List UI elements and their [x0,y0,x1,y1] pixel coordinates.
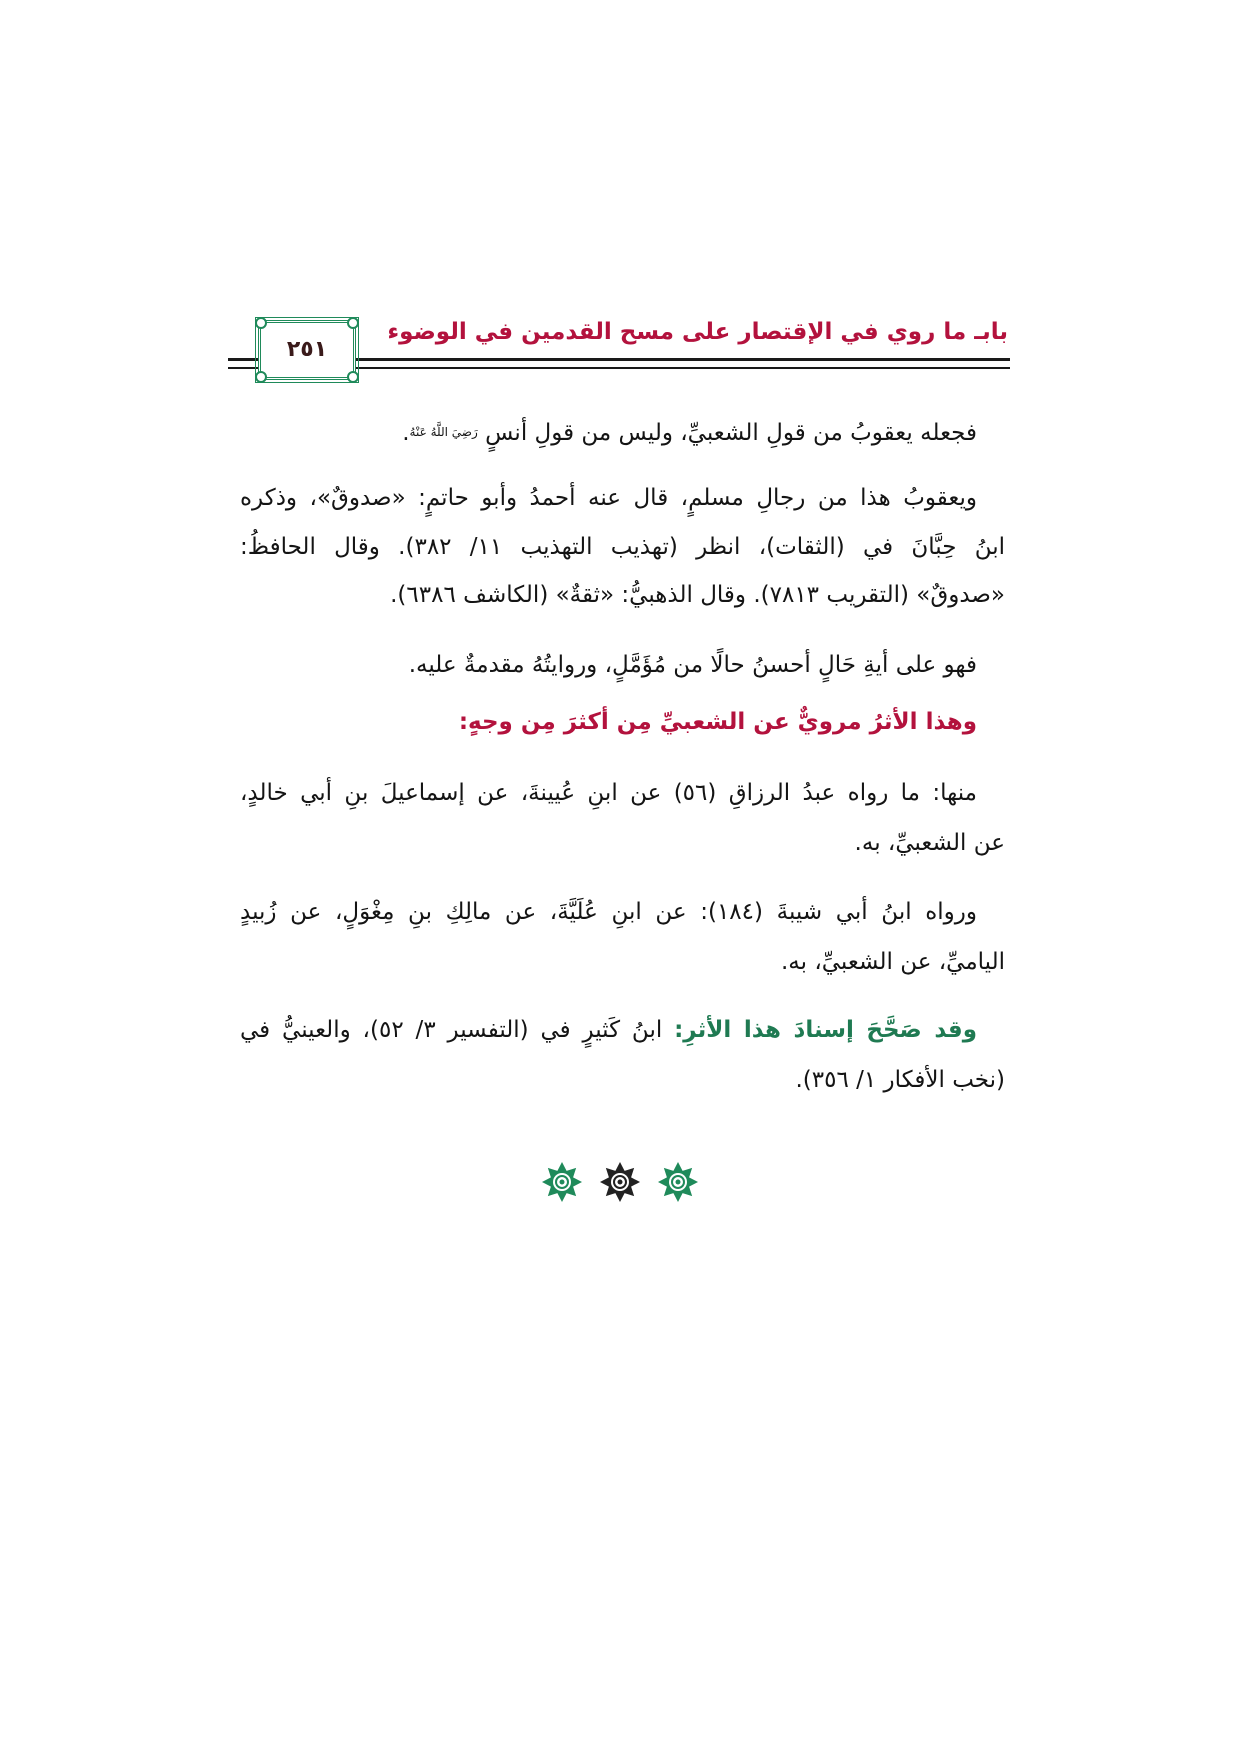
page-number-frame [258,320,356,380]
body-line-3: ابنُ حِبَّانَ في (الثقات)، انظر (تهذيب التهذيب ١١/ ٣٨٢). وقال الحافظُ: [240,534,1005,560]
body-line-1 [240,410,1005,454]
closing-ornament [530,1160,710,1206]
running-header-title: بابـ ما روي في الإقتصار على مسح القدمين في الوضوء [387,319,1008,345]
body-line-5: فهو على أيةِ حَالٍ أحسنُ حالًا من مُؤَمَّلٍ، وروايتُهُ مقدمةٌ عليه. [408,652,977,678]
body-line-10: الياميِّ، عن الشعبيِّ، به. [780,949,1005,975]
body-line-4: «صدوقٌ» (التقريب ٧٨١٣). وقال الذهبيُّ: «ثقةٌ» (الكاشف ٦٣٨٦). [390,582,1005,608]
section-heading: وهذا الأثرُ مرويٌّ عن الشعبيِّ مِن أكثرَ مِن وجهٍ: [458,709,977,735]
body-line-11-text: ابنُ كَثيرٍ في (التفسير ٣/ ٥٢)، والعينيُّ في [240,1017,675,1043]
body-line-12: (نخب الأفكار ١/ ٣٥٦). [795,1067,1005,1093]
authentication-lead: وقد صَحَّحَ إسنادَ هذا الأثرِ: [674,1017,977,1043]
body-line-2: ويعقوبُ هذا من رجالِ مسلمٍ، قال عنه أحمدُ وأبو حاتمٍ: «صدوقٌ»، وذكره [240,485,977,511]
body-line-1-end: . [402,420,410,446]
body-line-7: منها: ما رواه عبدُ الرزاقِ (٥٦) عن ابنِ عُيينةَ، عن إسماعيلَ بنِ أبي خالدٍ، [240,780,977,806]
body-line-11 [240,1008,1005,1052]
honorific-ligature: رَضِيَ اللَّهُ عَنْهُ [409,425,478,439]
star-flower-icon [598,1160,642,1204]
body-line-9: ورواه ابنُ أبي شيبةَ (١٨٤): عن ابنِ عُلَيَّةَ، عن مالِكِ بنِ مِغْوَلٍ، عن زُبيدٍ [240,899,977,925]
body-line-1-text: فجعله يعقوبُ من قولِ الشعبيِّ، وليس من قولِ أنسٍ [485,420,977,446]
body-line-8: عن الشعبيِّ، به. [854,830,1005,856]
page-number: ٢٥١ [286,337,328,362]
star-flower-icon [656,1160,700,1204]
star-flower-icon [540,1160,584,1204]
